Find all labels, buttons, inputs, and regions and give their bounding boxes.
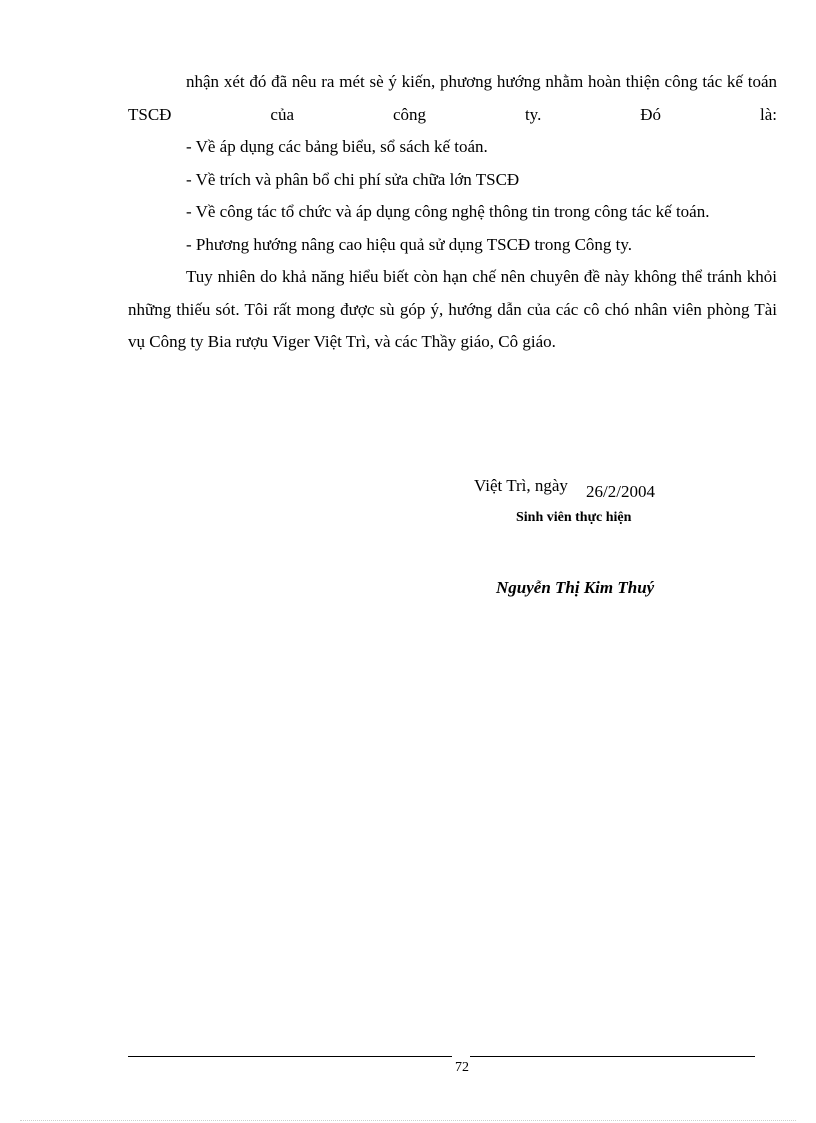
footer-rule-left: [128, 1056, 452, 1057]
signature-role: Sinh viên thực hiện: [516, 510, 632, 525]
page-number: 72: [455, 1060, 469, 1075]
signature-date: 26/2/2004: [586, 482, 655, 501]
signature-name: Nguyễn Thị Kim Thuý: [496, 578, 655, 597]
paragraph-intro: nhận xét đó đã nêu ra mét sè ý kiến, phương hướng nhằm hoàn thiện công tác kế toán TSCĐ của công ty. Đó là:: [128, 72, 777, 124]
page-edge-divider: [20, 1120, 796, 1121]
body-text: [128, 66, 777, 359]
signature-place: Việt Trì, ngày: [474, 476, 568, 495]
paragraph-closing: Tuy nhiên do khả năng hiểu biết còn hạn chế nên chuyên đề này không thể tránh khỏi những thiếu sót. Tôi rất mong được sù góp ý, hướng dẫn của các cô chó nhân viên phòng Tài vụ Công ty Bia rượu Viger Việt Trì, và các Thầy giáo, Cô giáo.: [128, 267, 777, 351]
list-item-asset-efficiency: - Phương hướng nâng cao hiệu quả sử dụng TSCĐ trong Công ty.: [186, 234, 633, 254]
list-item-repair-costs: - Về trích và phân bổ chi phí sửa chữa lớn TSCĐ: [186, 169, 520, 189]
list-item-tables-ledgers: - Về áp dụng các bảng biểu, sổ sách kế toán.: [186, 137, 488, 156]
footer-rule-right: [470, 1056, 755, 1057]
list-item-it-organization: - Về công tác tổ chức và áp dụng công nghệ thông tin trong công tác kế toán.: [186, 202, 710, 221]
